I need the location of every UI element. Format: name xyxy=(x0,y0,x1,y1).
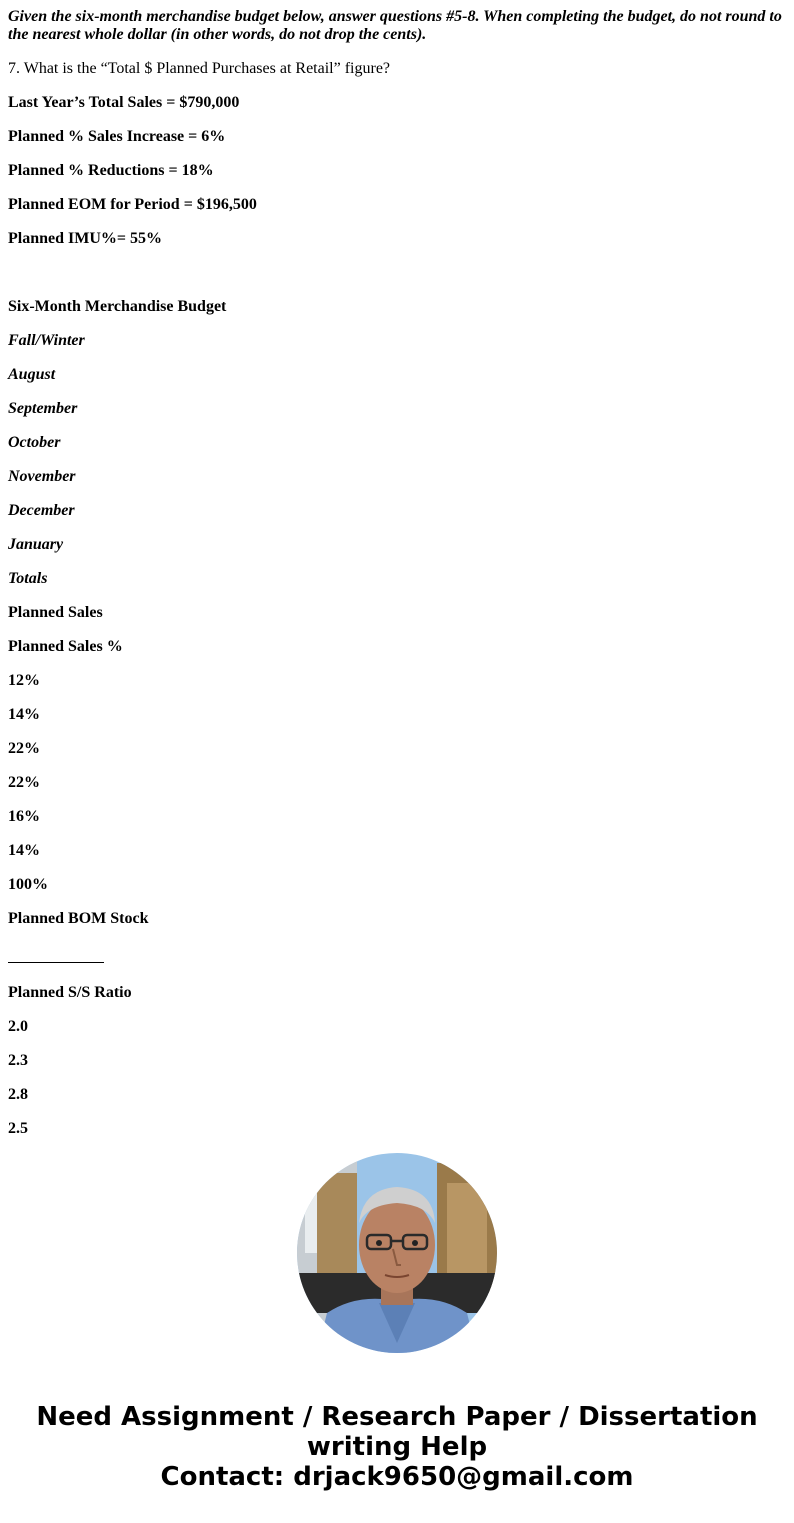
budget-title: Six-Month Merchandise Budget xyxy=(8,298,227,315)
planned-ss-label: Planned S/S Ratio xyxy=(8,984,132,1001)
given-sales-increase: Planned % Sales Increase = 6% xyxy=(8,128,226,145)
sales-pct-august: 12% xyxy=(8,672,40,689)
sales-pct-total: 100% xyxy=(8,876,48,893)
planned-sales-label: Planned Sales xyxy=(8,604,103,621)
banner-line-1: Need Assignment / Research Paper / Dissertation xyxy=(36,1402,758,1432)
sales-pct-september: 14% xyxy=(8,706,40,723)
planned-sales-pct-label: Planned Sales % xyxy=(8,638,123,655)
avatar xyxy=(297,1153,497,1353)
blank-spacer xyxy=(8,264,788,282)
sales-pct-november: 22% xyxy=(8,774,40,791)
sales-pct-december: 16% xyxy=(8,808,40,825)
planned-bom-label: Planned BOM Stock xyxy=(8,910,149,927)
ss-ratio-november: 2.5 xyxy=(8,1120,28,1137)
question-text: 7. What is the “Total $ Planned Purchases at Retail” figure? xyxy=(8,60,391,77)
month-totals: Totals xyxy=(8,570,48,587)
given-imu: Planned IMU%= 55% xyxy=(8,230,163,247)
sales-pct-january: 14% xyxy=(8,842,40,859)
answer-underline xyxy=(8,944,104,963)
document-body xyxy=(8,0,788,1137)
given-eom: Planned EOM for Period = $196,500 xyxy=(8,196,257,213)
contact-banner xyxy=(0,1402,794,1492)
ss-ratio-august: 2.0 xyxy=(8,1018,28,1035)
sales-pct-october: 22% xyxy=(8,740,40,757)
month-august: August xyxy=(8,366,56,383)
month-november: November xyxy=(8,468,76,485)
given-reductions: Planned % Reductions = 18% xyxy=(8,162,214,179)
month-october: October xyxy=(8,434,61,451)
ss-ratio-october: 2.8 xyxy=(8,1086,28,1103)
banner-line-2: writing Help xyxy=(306,1432,488,1462)
month-september: September xyxy=(8,400,78,417)
season-label: Fall/Winter xyxy=(8,332,85,349)
blank-answer-line xyxy=(8,944,788,968)
banner-contact: Contact: drjack9650@gmail.com xyxy=(160,1462,634,1492)
month-december: December xyxy=(8,502,75,519)
intro-text: Given the six-month merchandise budget below, answer questions #5-8. When completing the budget, do not round to the nearest whole dollar (in other words, do not drop the cents). xyxy=(8,8,782,43)
ss-ratio-september: 2.3 xyxy=(8,1052,28,1069)
avatar-portrait xyxy=(297,1153,497,1353)
given-total-sales: Last Year’s Total Sales = $790,000 xyxy=(8,94,240,111)
month-january: January xyxy=(8,536,64,553)
